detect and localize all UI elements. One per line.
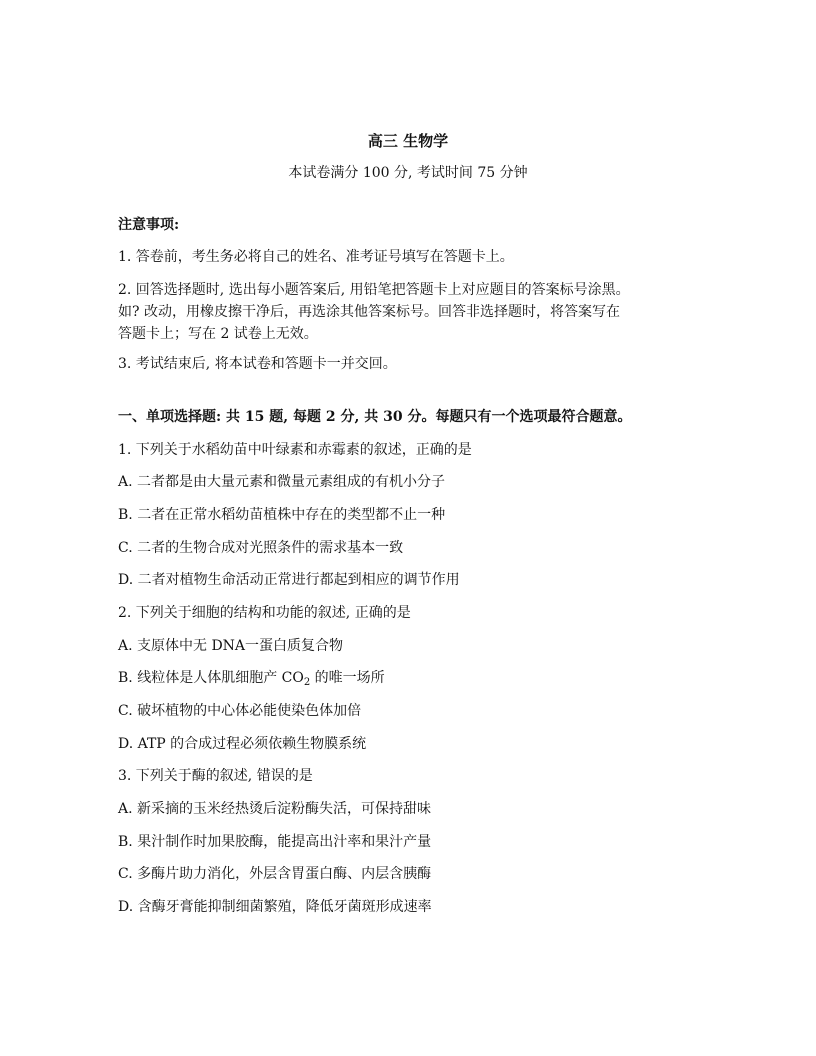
question-2-option-c: C. 破坏植物的中心体必能使染色体加倍 xyxy=(118,703,362,719)
question-2-option-d: D. ATP 的合成过程必须依赖生物膜系统 xyxy=(118,736,367,752)
section-heading: 一、单项选择题: 共 15 题, 每题 2 分, 共 30 分。每题只有一个选项最符合题意。 xyxy=(118,409,632,425)
note-1: 1. 答卷前，考生务必将自己的姓名、准考证号填写在答题卡上。 xyxy=(118,249,514,265)
question-3-option-c: C. 多酶片助力消化，外层含胃蛋白酶、内层含胰酶 xyxy=(118,866,432,882)
question-3-stem: 3. 下列关于酶的叙述, 错误的是 xyxy=(118,768,313,784)
question-1-option-a: A. 二者都是由大量元素和微量元素组成的有机小分子 xyxy=(118,474,446,490)
page-title: 高三 生物学 xyxy=(367,132,449,150)
note-2-line-1: 2. 回答选择题时, 选出每小题答案后, 用铅笔把答题卡上对应题目的答案标号涂黑。 xyxy=(118,282,630,298)
question-1-option-c: C. 二者的生物合成对光照条件的需求基本一致 xyxy=(118,540,404,556)
question-3-option-a: A. 新采摘的玉米经热烫后淀粉酶失活，可保持甜味 xyxy=(118,801,432,817)
question-1-stem: 1. 下列关于水稻幼苗中叶绿素和赤霉素的叙述，正确的是 xyxy=(118,442,472,458)
question-3-option-b: B. 果汁制作时加果胶酶，能提高出汁率和果汁产量 xyxy=(118,834,432,850)
notes-heading: 注意事项: xyxy=(118,217,180,233)
note-2-line-3: 答题卡上；写在 2 试卷上无效。 xyxy=(118,326,318,342)
option-b-prefix: B. 线粒体是人体肌细胞产 CO xyxy=(118,670,304,686)
question-2-option-b xyxy=(118,668,698,693)
note-2-line-2: 如? 改动，用橡皮擦干净后，再选涂其他答案标号。回答非选择题时，将答案写在 xyxy=(118,304,620,320)
page-subtitle: 本试卷满分 100 分, 考试时间 75 分钟 xyxy=(288,165,528,181)
option-b-suffix: 的唯一场所 xyxy=(310,670,385,686)
co2-subscript: 2 xyxy=(303,677,311,688)
question-2-option-a: A. 支原体中无 DNA一蛋白质复合物 xyxy=(118,638,344,654)
question-1-option-d: D. 二者对植物生命活动正常进行都起到相应的调节作用 xyxy=(118,572,460,588)
note-3: 3. 考试结束后, 将本试卷和答题卡一并交回。 xyxy=(118,356,397,372)
question-2-stem: 2. 下列关于细胞的结构和功能的叙述, 正确的是 xyxy=(118,605,411,621)
question-1-option-b: B. 二者在正常水稻幼苗植株中存在的类型都不止一种 xyxy=(118,507,446,523)
question-3-option-d: D. 含酶牙膏能抑制细菌繁殖，降低牙菌斑形成速率 xyxy=(118,899,432,915)
